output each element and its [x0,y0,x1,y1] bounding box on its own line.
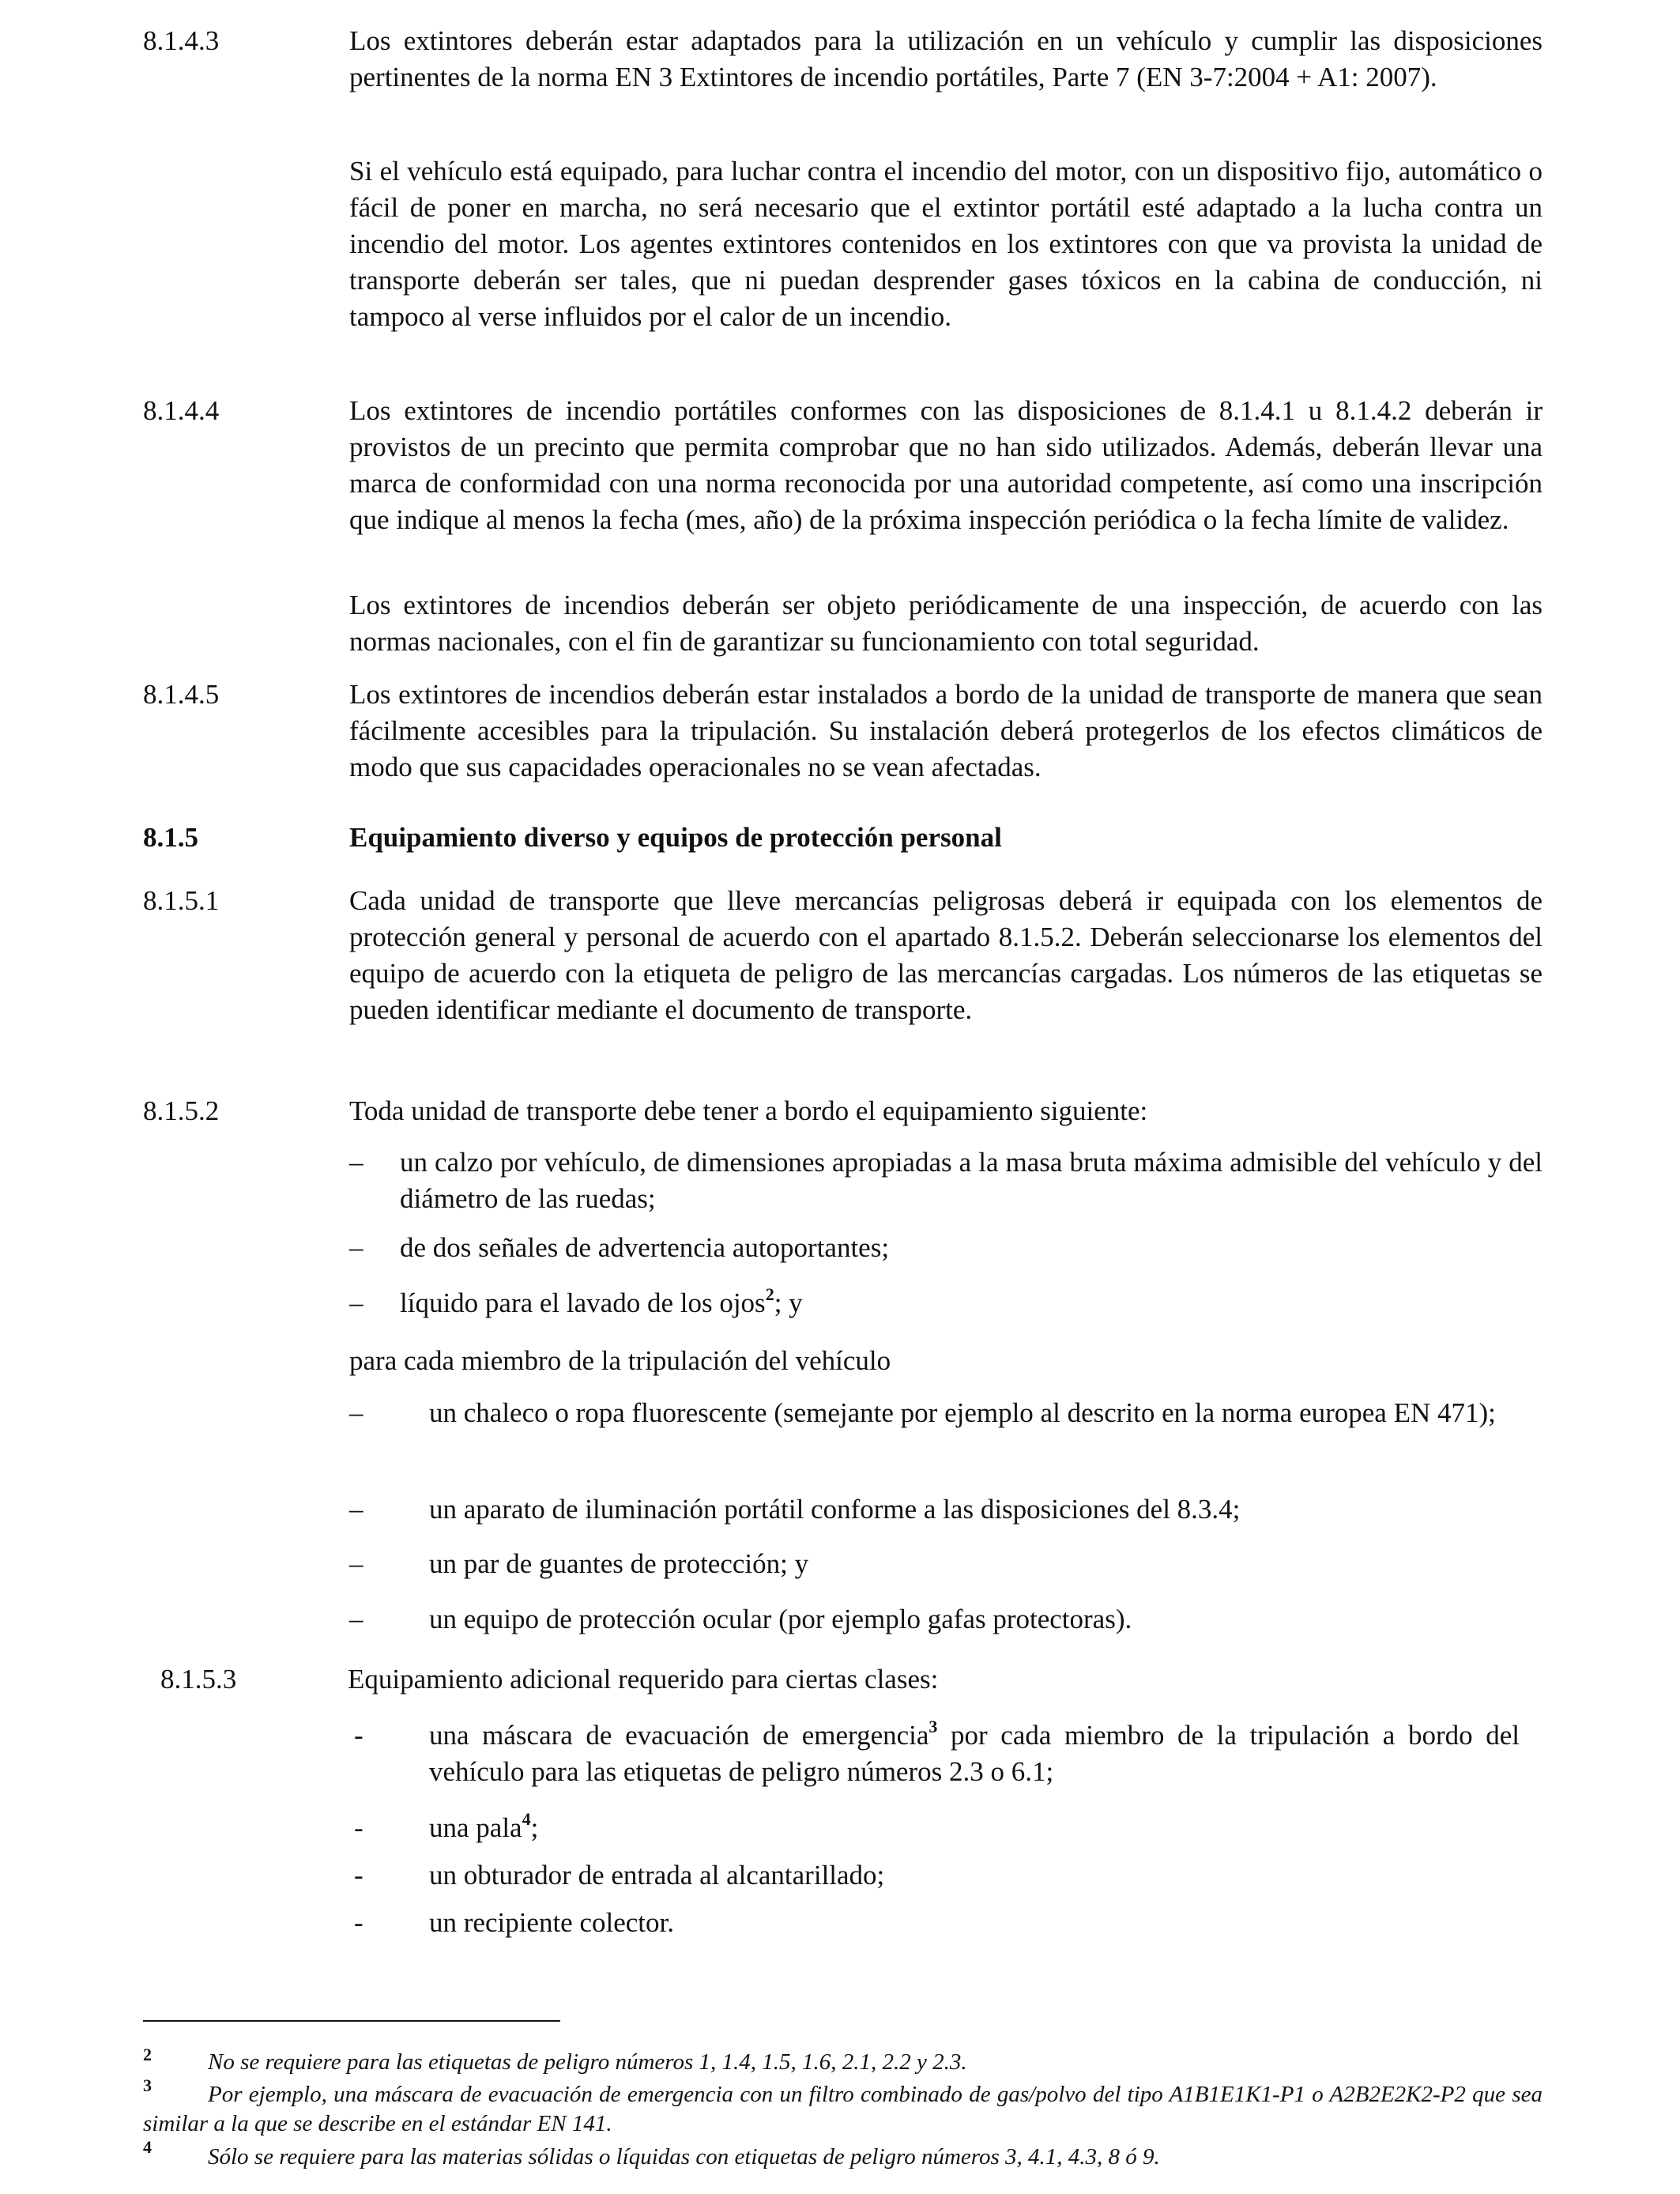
list-item: – un aparato de iluminación portátil conforme a las disposiciones del 8.3.4; [349,1491,1543,1528]
dash-marker: - [354,1860,363,1891]
footnote-mark: 2 [143,2045,152,2064]
section-heading: Equipamiento diverso y equipos de protección personal [349,822,1002,853]
footnote-text: Por ejemplo, una máscara de evacuación de emergencia con un filtro combinado de gas/polvo del tipo A1B1E1K1-P1 o A2B2E2K2-P2 que sea similar a la que se describe en el estándar EN 141. [143,2082,1543,2136]
list-item: - un recipiente colector. [354,1905,1543,1941]
dash-marker: – [349,1147,363,1178]
dash-marker: - [354,1812,363,1843]
section-number: 8.1.5 [143,822,198,853]
list-item: - una pala$^4$; [354,1810,1543,1846]
footnote-ref[interactable]: 4 [522,1809,531,1830]
paragraph: Los extintores de incendio portátiles conformes con las disposiciones de 8.1.4.1 u 8.1.4.2 deberán ir provistos de un precinto que permita comprobar que no han sido utilizados. Además, deberán llevar una marca de conformidad con una norma reconocida por una autoridad competente, así como una inscripción que indique al menos la fecha (mes, año) de la próxima inspección periódica o la fecha límite de validez. [349,395,1543,535]
section-number: 8.1.4.3 [143,25,220,56]
list-item: – un par de guantes de protección; y [349,1546,1543,1582]
paragraph: Si el vehículo está equipado, para luchar contra el incendio del motor, con un dispositivo fijo, automático o fácil de poner en marcha, no será necesario que el extintor portátil esté adaptado a la lucha contra un incendio del motor. Los agentes extintores contenidos en los extintores con que va provista la unidad de transporte deberán ser tales, que ni puedan desprender gases tóxicos en la cabina de conducción, ni tampoco al verse influidos por el calor de un incendio. [349,156,1543,332]
dash-marker: - [354,1907,363,1938]
footnote-mark: 3 [143,2075,152,2095]
paragraph: Los extintores de incendios deberán ser objeto periódicamente de una inspección, de acuerdo con las normas nacionales, con el fin de garantizar su funcionamiento con total seguridad. [349,590,1543,657]
list-item: – un calzo por vehículo, de dimensiones apropiadas a la masa bruta máxima admisible del vehículo y del diámetro de las ruedas; [349,1144,1543,1217]
footnote-text: Sólo se requiere para las materias sólidas o líquidas con etiquetas de peligro números 3, 4.1, 4.3, 8 ó 9. [208,2144,1160,2169]
list-item: - una máscara de evacuación de emergencia$^3$ por cada miembro de la tripulación a bordo del vehículo para las etiquetas de peligro números 2.3 o 6.1; [354,1717,1520,1787]
dash-marker: – [349,1548,363,1579]
dash-marker: – [349,1604,363,1634]
list-item: – de dos señales de advertencia autoportantes; [349,1230,1543,1266]
section-number: 8.1.5.1 [143,885,220,916]
list-item: – líquido para el lavado de los ojos$^2$; y [349,1285,1543,1321]
list-intro: Toda unidad de transporte debe tener a bordo el equipamiento siguiente: [349,1095,1148,1126]
footnote-separator [143,2020,560,2022]
footnote-text: No se requiere para las etiquetas de peligro números 1, 1.4, 1.5, 1.6, 2.1, 2.2 y 2.3. [208,2049,967,2075]
paragraph: Los extintores de incendios deberán estar instalados a bordo de la unidad de transporte de manera que sean fácilmente accesibles para la tripulación. Su instalación deberá protegerlos de los efectos climáticos de modo que sus capacidades operacionales no se vean afectadas. [349,679,1543,782]
footnote-ref[interactable]: 3 [929,1717,938,1737]
list-item: – un chaleco o ropa fluorescente (semejante por ejemplo al descrito en la norma europea EN 471); [349,1395,1543,1468]
section-number: 8.1.4.4 [143,395,220,426]
list-item: - un obturador de entrada al alcantarillado; [354,1857,1543,1894]
paragraph: Cada unidad de transporte que lleve mercancías peligrosas deberá ir equipada con los elementos de protección general y personal de acuerdo con el apartado 8.1.5.2. Deberán seleccionarse los elementos del equipo de acuerdo con la etiqueta de peligro de las mercancías cargadas. Los números de las etiquetas se pueden identificar mediante el documento de transporte. [349,885,1543,1025]
section-number: 8.1.5.3 [160,1664,237,1695]
list-intro: para cada miembro de la tripulación del vehículo [349,1345,891,1376]
dash-marker: - [354,1720,363,1751]
section-number: 8.1.5.2 [143,1095,220,1126]
footnote-ref[interactable]: 2 [765,1284,774,1305]
footnote-mark: 4 [143,2137,152,2157]
section-number: 8.1.4.5 [143,679,220,710]
dash-marker: – [349,1494,363,1525]
dash-marker: – [349,1397,363,1428]
paragraph: Los extintores deberán estar adaptados para la utilización en un vehículo y cumplir las disposiciones pertinentes de la norma EN 3 Extintores de incendio portátiles, Parte 7 (EN 3-7:2004 + A1: 2007). [349,25,1543,92]
dash-marker: – [349,1287,363,1318]
list-intro: Equipamiento adicional requerido para ciertas clases: [348,1664,939,1695]
list-item: – un equipo de protección ocular (por ejemplo gafas protectoras). [349,1601,1543,1638]
dash-marker: – [349,1232,363,1263]
